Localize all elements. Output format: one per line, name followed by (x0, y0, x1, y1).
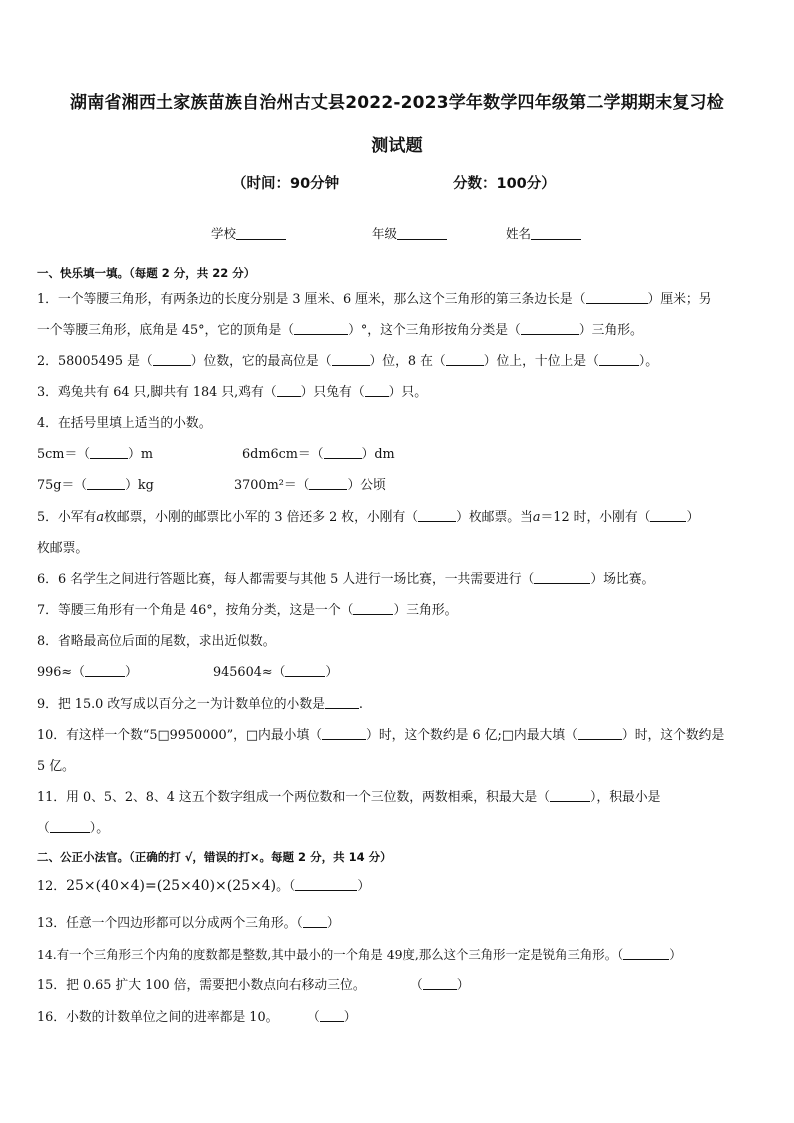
question-10: 10．有这样一个数“5□9950000”，□内最小填（ ）时，这个数约是 6 亿;□内最大填（ ）时，这个数约是 (37, 728, 725, 743)
question-4-row-2: 75g＝（ ）kg 3700m²＝（ ）公顷 (37, 478, 386, 493)
math-expression: 25×(40×4)=(25×40)×(25×4) (66, 878, 277, 894)
answer-blank[interactable] (322, 728, 366, 740)
answer-blank[interactable] (550, 790, 590, 802)
school-label: 学校 (211, 226, 237, 241)
time-limit: （时间：90分钟 (232, 176, 340, 192)
answer-blank[interactable] (277, 385, 301, 397)
answer-blank[interactable] (650, 510, 686, 522)
answer-blank[interactable] (285, 665, 325, 677)
answer-blank[interactable] (50, 821, 90, 833)
question-6: 6．6 名学生之间进行答题比赛，每人都需要与其他 5 人进行一场比赛，一共需要进行（ ）场比赛。 (37, 572, 655, 587)
section-heading-2: 二、公正小法官。（正确的打 √，错误的打×。每题 2 分，共 14 分） (37, 850, 392, 864)
school-field[interactable] (236, 227, 286, 240)
answer-blank[interactable] (418, 510, 456, 522)
answer-blank[interactable] (623, 948, 669, 960)
total-score: 分数：100分） (453, 176, 556, 192)
question-13: 13．任意一个四边形都可以分成两个三角形。（ ） (37, 916, 340, 931)
answer-blank[interactable] (446, 354, 484, 366)
section-heading-1: 一、快乐填一填。（每题 2 分，共 22 分） (37, 266, 256, 280)
answer-blank[interactable] (423, 978, 457, 990)
question-5-continued: 枚邮票。 (37, 541, 89, 556)
answer-blank[interactable] (303, 916, 327, 928)
answer-blank[interactable] (320, 1010, 344, 1022)
question-4: 4．在括号里填上适当的小数。 (37, 416, 212, 431)
question-14: 14.有一个三角形三个内角的度数都是整数,其中最小的一个角是 49度,那么这个三角形一定是锐角三角形。（ ） (37, 947, 682, 962)
exam-info (0, 172, 794, 194)
question-1-continued: 一个等腰三角形，底角是 45°，它的顶角是（ ）°，这个三角形按角分类是（ ）三角形。 (37, 323, 643, 338)
name-label: 姓名 (506, 226, 532, 241)
grade-field[interactable] (397, 227, 447, 240)
question-4-row-1: 5cm＝（ ）m 6dm6cm＝（ ）dm (37, 447, 395, 462)
question-12: 12．25×(40×4)=(25×40)×(25×4)。（ ） (37, 878, 371, 894)
question-1: 1．一个等腰三角形，有两条边的长度分别是 3 厘米、6 厘米，那么这个三角形的第三条边长是（ ）厘米；另 (37, 292, 712, 307)
question-10-continued: 5 亿。 (37, 759, 75, 774)
answer-blank[interactable] (365, 385, 389, 397)
answer-blank[interactable] (324, 447, 362, 459)
answer-blank[interactable] (295, 879, 357, 891)
answer-blank[interactable] (534, 572, 590, 584)
question-11-continued: （ ）。 (37, 821, 109, 836)
answer-blank[interactable] (332, 354, 370, 366)
question-8-items: 996≈（ ） 945604≈（ ） (37, 665, 339, 680)
answer-blank[interactable] (353, 603, 393, 615)
page-title-continued: 测试题 (371, 136, 423, 156)
answer-blank[interactable] (325, 697, 359, 709)
student-fields (0, 224, 794, 244)
question-7: 7．等腰三角形有一个角是 46°，按角分类，这是一个（ ）三角形。 (37, 603, 458, 618)
answer-blank[interactable] (599, 354, 639, 366)
question-11: 11．用 0、5、2、8、4 这五个数字组成一个两位数和一个三位数，两数相乘，积最大是（ ），积最小是 (37, 790, 661, 805)
question-5: 5．小军有a枚邮票，小刚的邮票比小军的 3 倍还多 2 枚，小刚有（ ）枚邮票。当a＝12 时，小刚有（ ） (37, 510, 700, 525)
name-field[interactable] (531, 227, 581, 240)
answer-blank[interactable] (90, 447, 128, 459)
answer-blank[interactable] (294, 323, 348, 335)
answer-blank[interactable] (153, 354, 191, 366)
answer-blank[interactable] (578, 728, 622, 740)
answer-blank[interactable] (309, 478, 347, 490)
answer-blank[interactable] (87, 478, 125, 490)
answer-blank[interactable] (586, 292, 648, 304)
question-16: 16．小数的计数单位之间的进率都是 10。 （ ） (37, 1010, 357, 1025)
question-9: 9．把 15.0 改写成以百分之一为计数单位的小数是 . (37, 697, 363, 712)
question-2: 2．58005495 是（ ）位数，它的最高位是（ ）位，8 在（ ）位上，十位上是（ ）。 (37, 354, 659, 369)
grade-label: 年级 (372, 226, 398, 241)
question-8: 8．省略最高位后面的尾数，求出近似数。 (37, 634, 276, 649)
question-15: 15．把 0.65 扩大 100 倍，需要把小数点向右移动三位。 （ ） (37, 978, 470, 993)
page-title: 湖南省湘西土家族苗族自治州古丈县2022-2023学年数学四年级第二学期期末复习检 (70, 93, 724, 113)
answer-blank[interactable] (85, 665, 125, 677)
question-3: 3．鸡兔共有 64 只,脚共有 184 只,鸡有（ ）只兔有（ ）只。 (37, 385, 427, 400)
answer-blank[interactable] (521, 323, 579, 335)
